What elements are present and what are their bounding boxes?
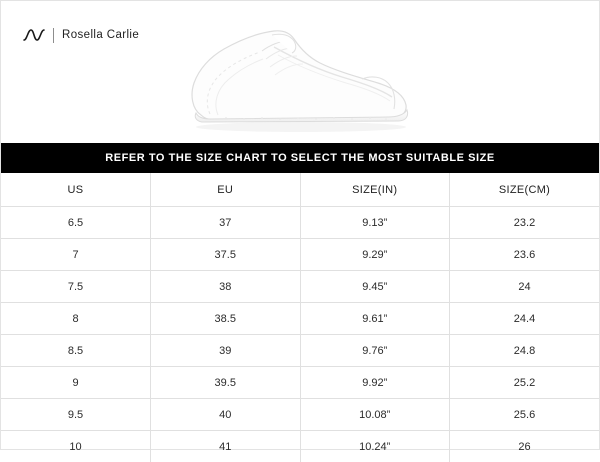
table-row [1, 367, 599, 399]
table-header-row [1, 173, 599, 207]
cell-eu: 38.5 [151, 303, 301, 335]
cell-us: 8 [1, 303, 151, 335]
cell-size-in: 9.29” [300, 239, 450, 271]
cell-us: 10 [1, 431, 151, 462]
cell-size-cm: 26 [450, 431, 600, 462]
cell-us: 7 [1, 239, 151, 271]
cell-eu: 41 [151, 431, 301, 462]
table-row [1, 335, 599, 367]
cell-us: 6.5 [1, 207, 151, 239]
cell-eu: 39 [151, 335, 301, 367]
cell-size-cm: 25.2 [450, 367, 600, 399]
brand-name: Rosella Carlie [62, 29, 139, 41]
table-row [1, 431, 599, 462]
cell-size-cm: 25.6 [450, 399, 600, 431]
cell-size-cm: 23.6 [450, 239, 600, 271]
column-header-size-in: SIZE(IN) [300, 173, 450, 207]
cell-eu: 40 [151, 399, 301, 431]
banner-text: REFER TO THE SIZE CHART TO SELECT THE MOST SUITABLE SIZE [105, 152, 495, 164]
column-header-eu: EU [151, 173, 301, 207]
cell-size-in: 9.13” [300, 207, 450, 239]
cell-size-in: 10.24” [300, 431, 450, 462]
column-header-us: US [1, 173, 151, 207]
cell-size-in: 9.45” [300, 271, 450, 303]
table-row [1, 399, 599, 431]
size-chart-banner [1, 143, 599, 173]
cell-size-cm: 24.4 [450, 303, 600, 335]
brand-wave-mark-icon [23, 27, 45, 43]
cell-size-cm: 24 [450, 271, 600, 303]
cell-size-in: 9.76” [300, 335, 450, 367]
document-header [1, 1, 599, 143]
cell-us: 9.5 [1, 399, 151, 431]
cell-size-cm: 24.8 [450, 335, 600, 367]
brand-divider [53, 28, 54, 43]
cell-size-in: 10.08” [300, 399, 450, 431]
table-row [1, 239, 599, 271]
brand-lockup [23, 27, 139, 43]
cell-eu: 39.5 [151, 367, 301, 399]
product-image-sneaker [166, 17, 436, 137]
cell-size-in: 9.92” [300, 367, 450, 399]
column-header-size-cm: SIZE(CM) [450, 173, 600, 207]
cell-us: 8.5 [1, 335, 151, 367]
size-chart-table [1, 173, 599, 462]
cell-us: 9 [1, 367, 151, 399]
table-row [1, 271, 599, 303]
cell-eu: 37.5 [151, 239, 301, 271]
table-row [1, 207, 599, 239]
cell-us: 7.5 [1, 271, 151, 303]
table-row [1, 303, 599, 335]
cell-size-in: 9.61” [300, 303, 450, 335]
cell-eu: 38 [151, 271, 301, 303]
cell-size-cm: 23.2 [450, 207, 600, 239]
cell-eu: 37 [151, 207, 301, 239]
size-chart-table-wrap [1, 173, 599, 462]
